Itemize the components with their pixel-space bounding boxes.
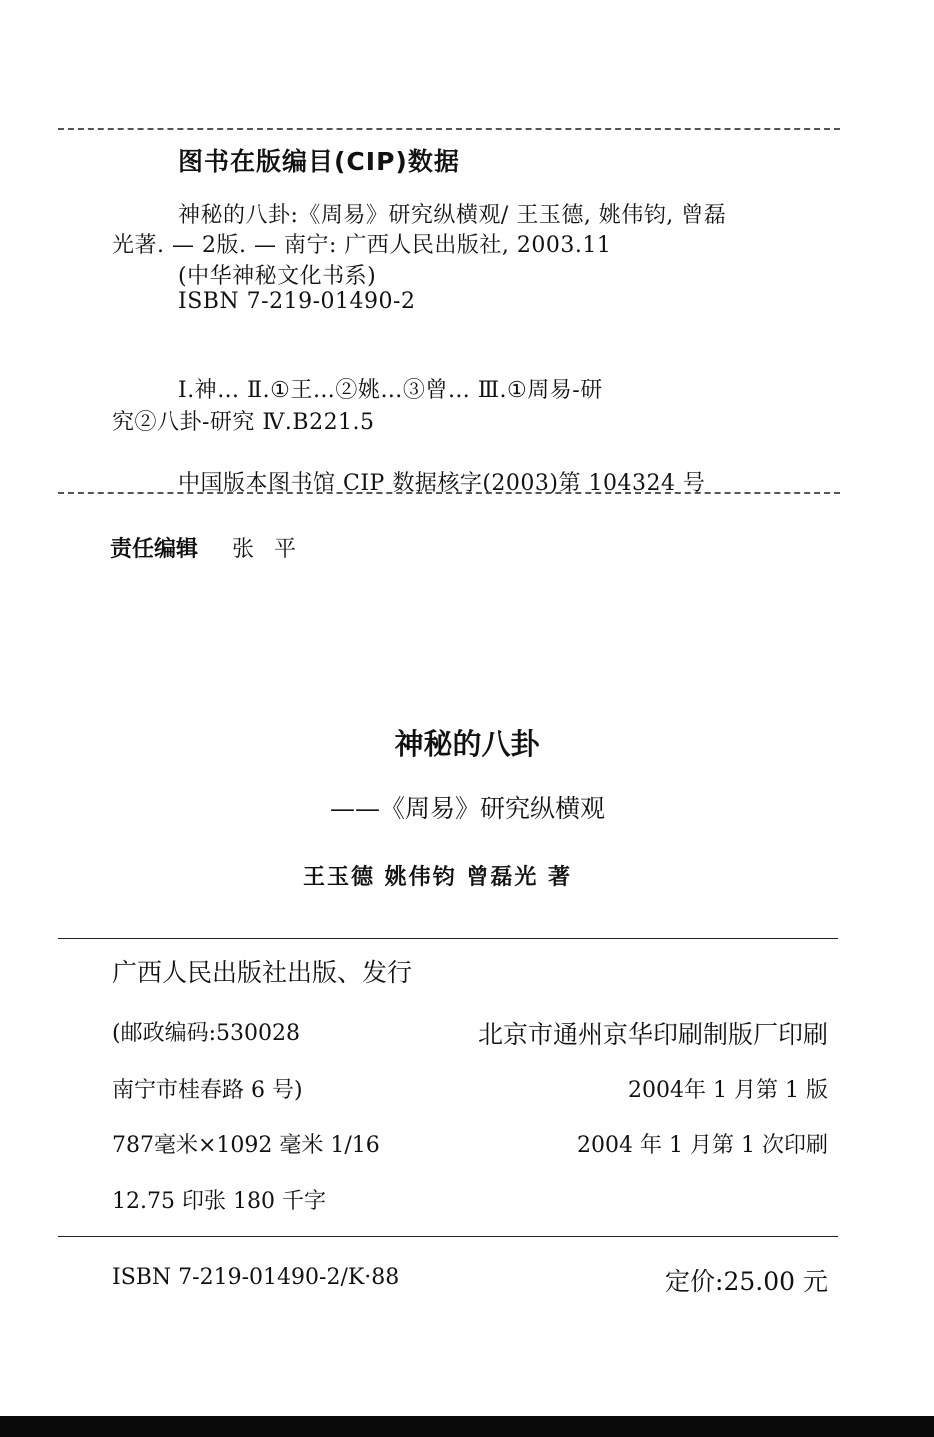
book-authors: 王玉德 姚伟钧 曾磊光 著	[303, 864, 572, 890]
editor-label: 责任编辑	[110, 537, 199, 562]
cip-bottom-divider	[58, 492, 840, 494]
price: 定价:25.00 元	[665, 1267, 828, 1296]
book-subtitle: ——《周易》研究纵横观	[330, 794, 606, 823]
postal-code: (邮政编码:530028	[112, 1021, 300, 1046]
publication-top-rule	[58, 938, 838, 939]
book-title: 神秘的八卦	[394, 727, 540, 761]
sheets-and-words: 12.75 印张 180 千字	[112, 1189, 326, 1214]
cip-subject-line-1: Ⅰ.神… Ⅱ.①王…②姚…③曾… Ⅲ.①周易-研	[178, 378, 603, 403]
publisher: 广西人民出版社出版、发行	[112, 958, 413, 987]
scan-edge-bar	[0, 1416, 934, 1437]
cip-heading: 图书在版编目(CIP)数据	[178, 147, 460, 176]
footer-isbn: ISBN 7-219-01490-2/K·88	[112, 1265, 400, 1290]
publication-bottom-rule	[58, 1236, 838, 1237]
edition: 2004年 1 月第 1 版	[628, 1078, 828, 1103]
cip-title-line: 神秘的八卦:《周易》研究纵横观/ 王玉德, 姚伟钧, 曾磊	[178, 203, 727, 228]
cip-verification: 中国版本图书馆 CIP 数据核字(2003)第 104324 号	[178, 471, 706, 496]
address: 南宁市桂春路 6 号)	[112, 1078, 303, 1103]
cip-edition-line: 光著. — 2版. — 南宁: 广西人民出版社, 2003.11	[112, 233, 612, 258]
editor-name: 张平	[232, 537, 317, 562]
format: 787毫米×1092 毫米 1/16	[112, 1133, 380, 1158]
cip-isbn: ISBN 7-219-01490-2	[178, 289, 416, 314]
printer: 北京市通州京华印刷制版厂印刷	[477, 1020, 828, 1049]
cip-subject-line-2: 究②八卦-研究 Ⅳ.B221.5	[112, 410, 375, 435]
cip-series: (中华神秘文化书系)	[178, 264, 377, 289]
cip-top-divider	[58, 128, 840, 130]
printing: 2004 年 1 月第 1 次印刷	[577, 1133, 828, 1158]
